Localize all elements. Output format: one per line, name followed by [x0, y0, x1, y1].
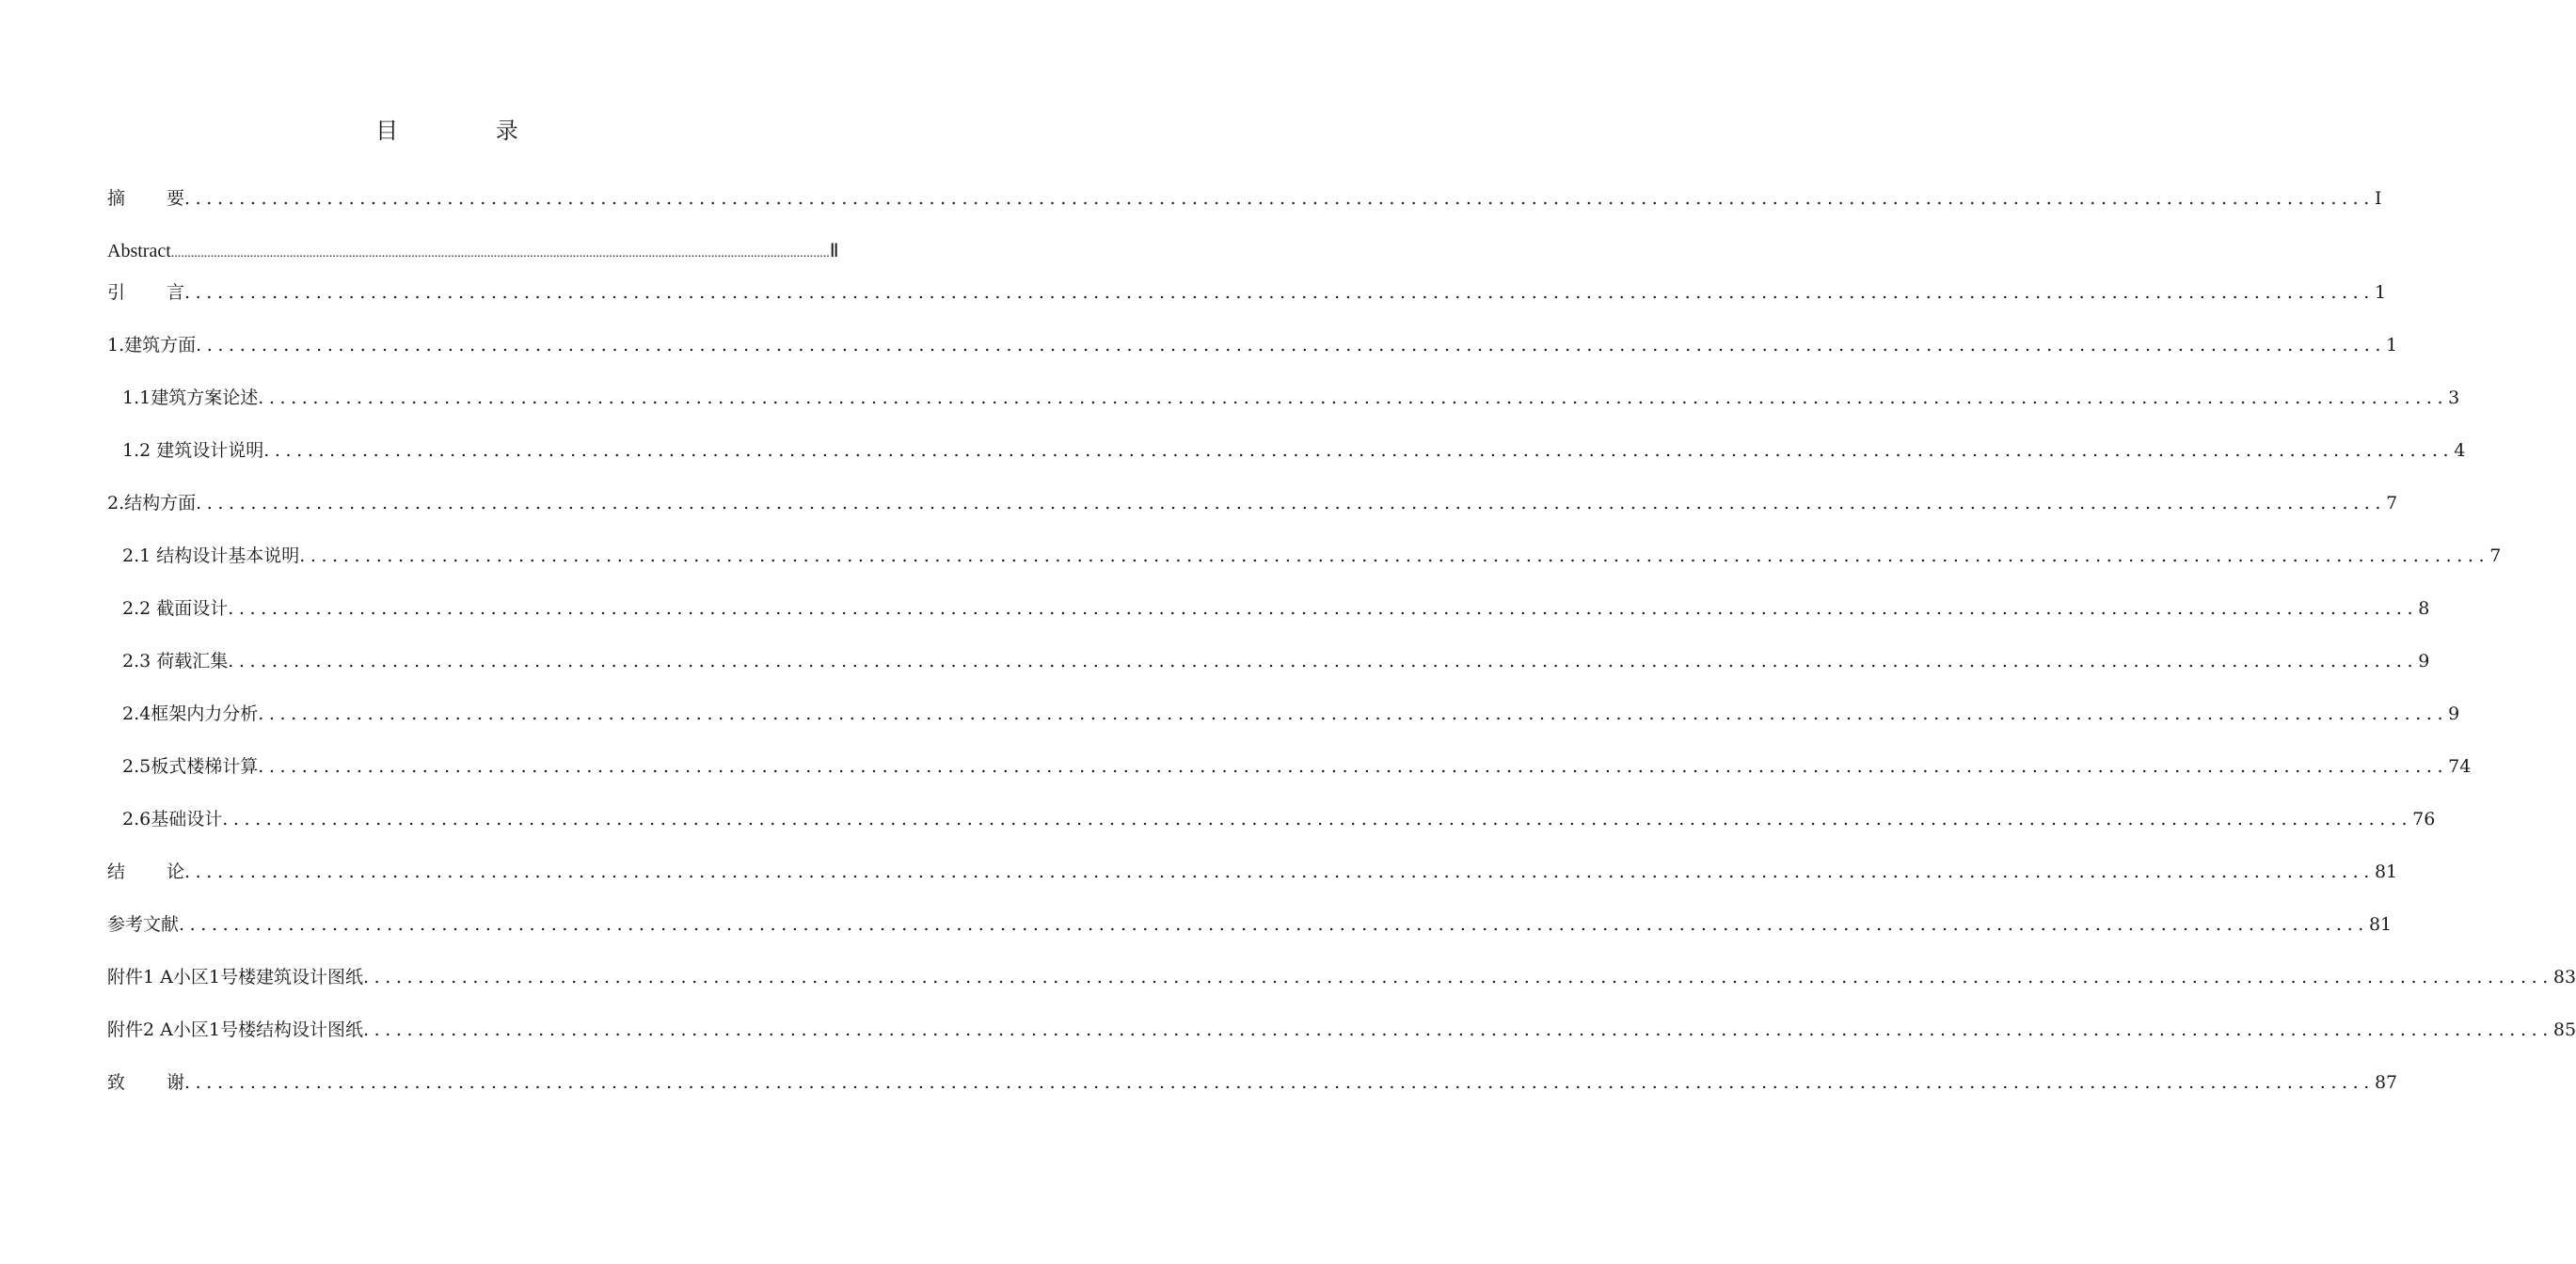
toc-entry-label: 摘要 [107, 188, 185, 209]
toc-dot-leader: ........................................................................................................................................................................................................ [258, 756, 2449, 777]
toc-dot-leader: ........................................................................................................................................................................................................ [228, 598, 2419, 619]
toc-dot-leader: ........................................................................................................................................................................................................ [184, 188, 2375, 209]
toc-entry-label: 2.1 结构设计基本说明 [122, 545, 300, 566]
toc-dot-leader: ........................................................................................................................................................................................................ [263, 440, 2455, 461]
toc-entry-page-number: 81 [2368, 914, 2393, 935]
toc-entry[interactable] [107, 857, 2398, 909]
toc-entry-page-number: 81 [2374, 861, 2398, 882]
toc-entry-page-number: 4 [2454, 440, 2466, 461]
toc-dot-leader: ........................................................................................................................................................................................................ [179, 914, 2369, 935]
toc-entry-page-number: 74 [2448, 756, 2472, 777]
toc-entry-page-number: 7 [2489, 545, 2502, 566]
toc-entry-label: 2.2 截面设计 [122, 598, 229, 619]
toc-dot-leader: ........................................................................................................................................................................................................ [258, 387, 2449, 408]
toc-dot-leader: ........................................................................................................................................................................................................ [222, 809, 2413, 830]
toc-entry-page-number: 7 [2386, 493, 2398, 514]
toc-entry-page-number: 85 [2552, 1019, 2576, 1040]
toc-entry[interactable] [107, 488, 2398, 541]
toc-entry[interactable] [107, 435, 2466, 488]
toc-dot-leader: ........................................................................................................................................................................................................ [228, 651, 2419, 672]
toc-entry-page-number: 9 [2448, 703, 2460, 724]
toc-entry-page-number: 3 [2448, 387, 2460, 408]
toc-dot-leader: ........................................................................................................................................................................................................ [362, 1019, 2553, 1040]
toc-entry[interactable] [107, 1067, 2398, 1120]
toc-dot-leader: ........................................................................................................................................................................................................ [184, 861, 2375, 882]
toc-entry-label: 结论 [107, 861, 185, 882]
toc-entry-label: 1.2 建筑设计说明 [122, 440, 264, 461]
toc-entry[interactable] [107, 909, 2393, 962]
toc-entry-page-number: 1 [2374, 282, 2387, 303]
toc-dot-leader: ........................................................................................................................................................................................................ [299, 545, 2490, 566]
toc-dot-leader: ........................................................................................................................................................................................................ [362, 967, 2553, 988]
toc-list [107, 183, 2576, 1120]
toc-entry-label: 2.5板式楼梯计算 [122, 756, 259, 777]
toc-entry[interactable] [107, 277, 2387, 330]
toc-entry-label: 2.4框架内力分析 [122, 703, 259, 724]
toc-dot-leader: ........................................................................................................................................................................................................ [184, 1072, 2375, 1093]
toc-entry-label: 1.1建筑方案论述 [122, 387, 259, 408]
toc-entry[interactable] [107, 751, 2472, 804]
toc-entry-label: 附件1 A小区1号楼建筑设计图纸 [107, 967, 363, 988]
toc-entry-page-number: Ⅱ [829, 241, 839, 261]
toc-entry[interactable] [107, 699, 2460, 751]
toc-entry-label: 附件2 A小区1号楼结构设计图纸 [107, 1019, 363, 1040]
toc-entry-label: 参考文献 [107, 914, 180, 935]
toc-entry-page-number: 1 [2386, 335, 2398, 356]
toc-entry-page-number: 76 [2412, 809, 2436, 830]
toc-title: 目 录 [375, 118, 564, 144]
toc-dot-leader: ........................................................................................................................................................................................................ [196, 493, 2387, 514]
toc-entry[interactable] [107, 383, 2460, 435]
toc-entry[interactable] [107, 804, 2436, 857]
toc-entry-page-number: 8 [2418, 598, 2430, 619]
toc-dot-leader: ........................................................................................................................................................................................................ [170, 246, 830, 261]
toc-entry[interactable] [107, 330, 2398, 383]
toc-entry[interactable] [107, 236, 839, 277]
toc-entry[interactable] [107, 646, 2430, 699]
toc-entry-label: 2.3 荷载汇集 [122, 651, 229, 672]
toc-entry-label: 致谢 [107, 1072, 185, 1093]
toc-entry-label: 2.6基础设计 [122, 809, 223, 830]
toc-entry-label: 1.建筑方面 [107, 335, 197, 356]
toc-dot-leader: ........................................................................................................................................................................................................ [258, 703, 2449, 724]
toc-entry[interactable] [107, 593, 2430, 646]
toc-entry[interactable] [107, 541, 2502, 593]
toc-entry[interactable] [107, 183, 2382, 236]
toc-entry-page-number: 87 [2374, 1072, 2398, 1093]
toc-entry-page-number: Ⅰ [2374, 188, 2382, 209]
toc-entry-page-number: 83 [2552, 967, 2576, 988]
toc-entry[interactable] [107, 1015, 2576, 1067]
toc-entry[interactable] [107, 962, 2576, 1015]
toc-entry-label: Abstract [107, 241, 171, 261]
toc-entry-label: 引言 [107, 282, 185, 303]
toc-dot-leader: ........................................................................................................................................................................................................ [196, 335, 2387, 356]
toc-dot-leader: ........................................................................................................................................................................................................ [184, 282, 2375, 303]
toc-entry-page-number: 9 [2418, 651, 2430, 672]
toc-entry-label: 2.结构方面 [107, 493, 197, 514]
